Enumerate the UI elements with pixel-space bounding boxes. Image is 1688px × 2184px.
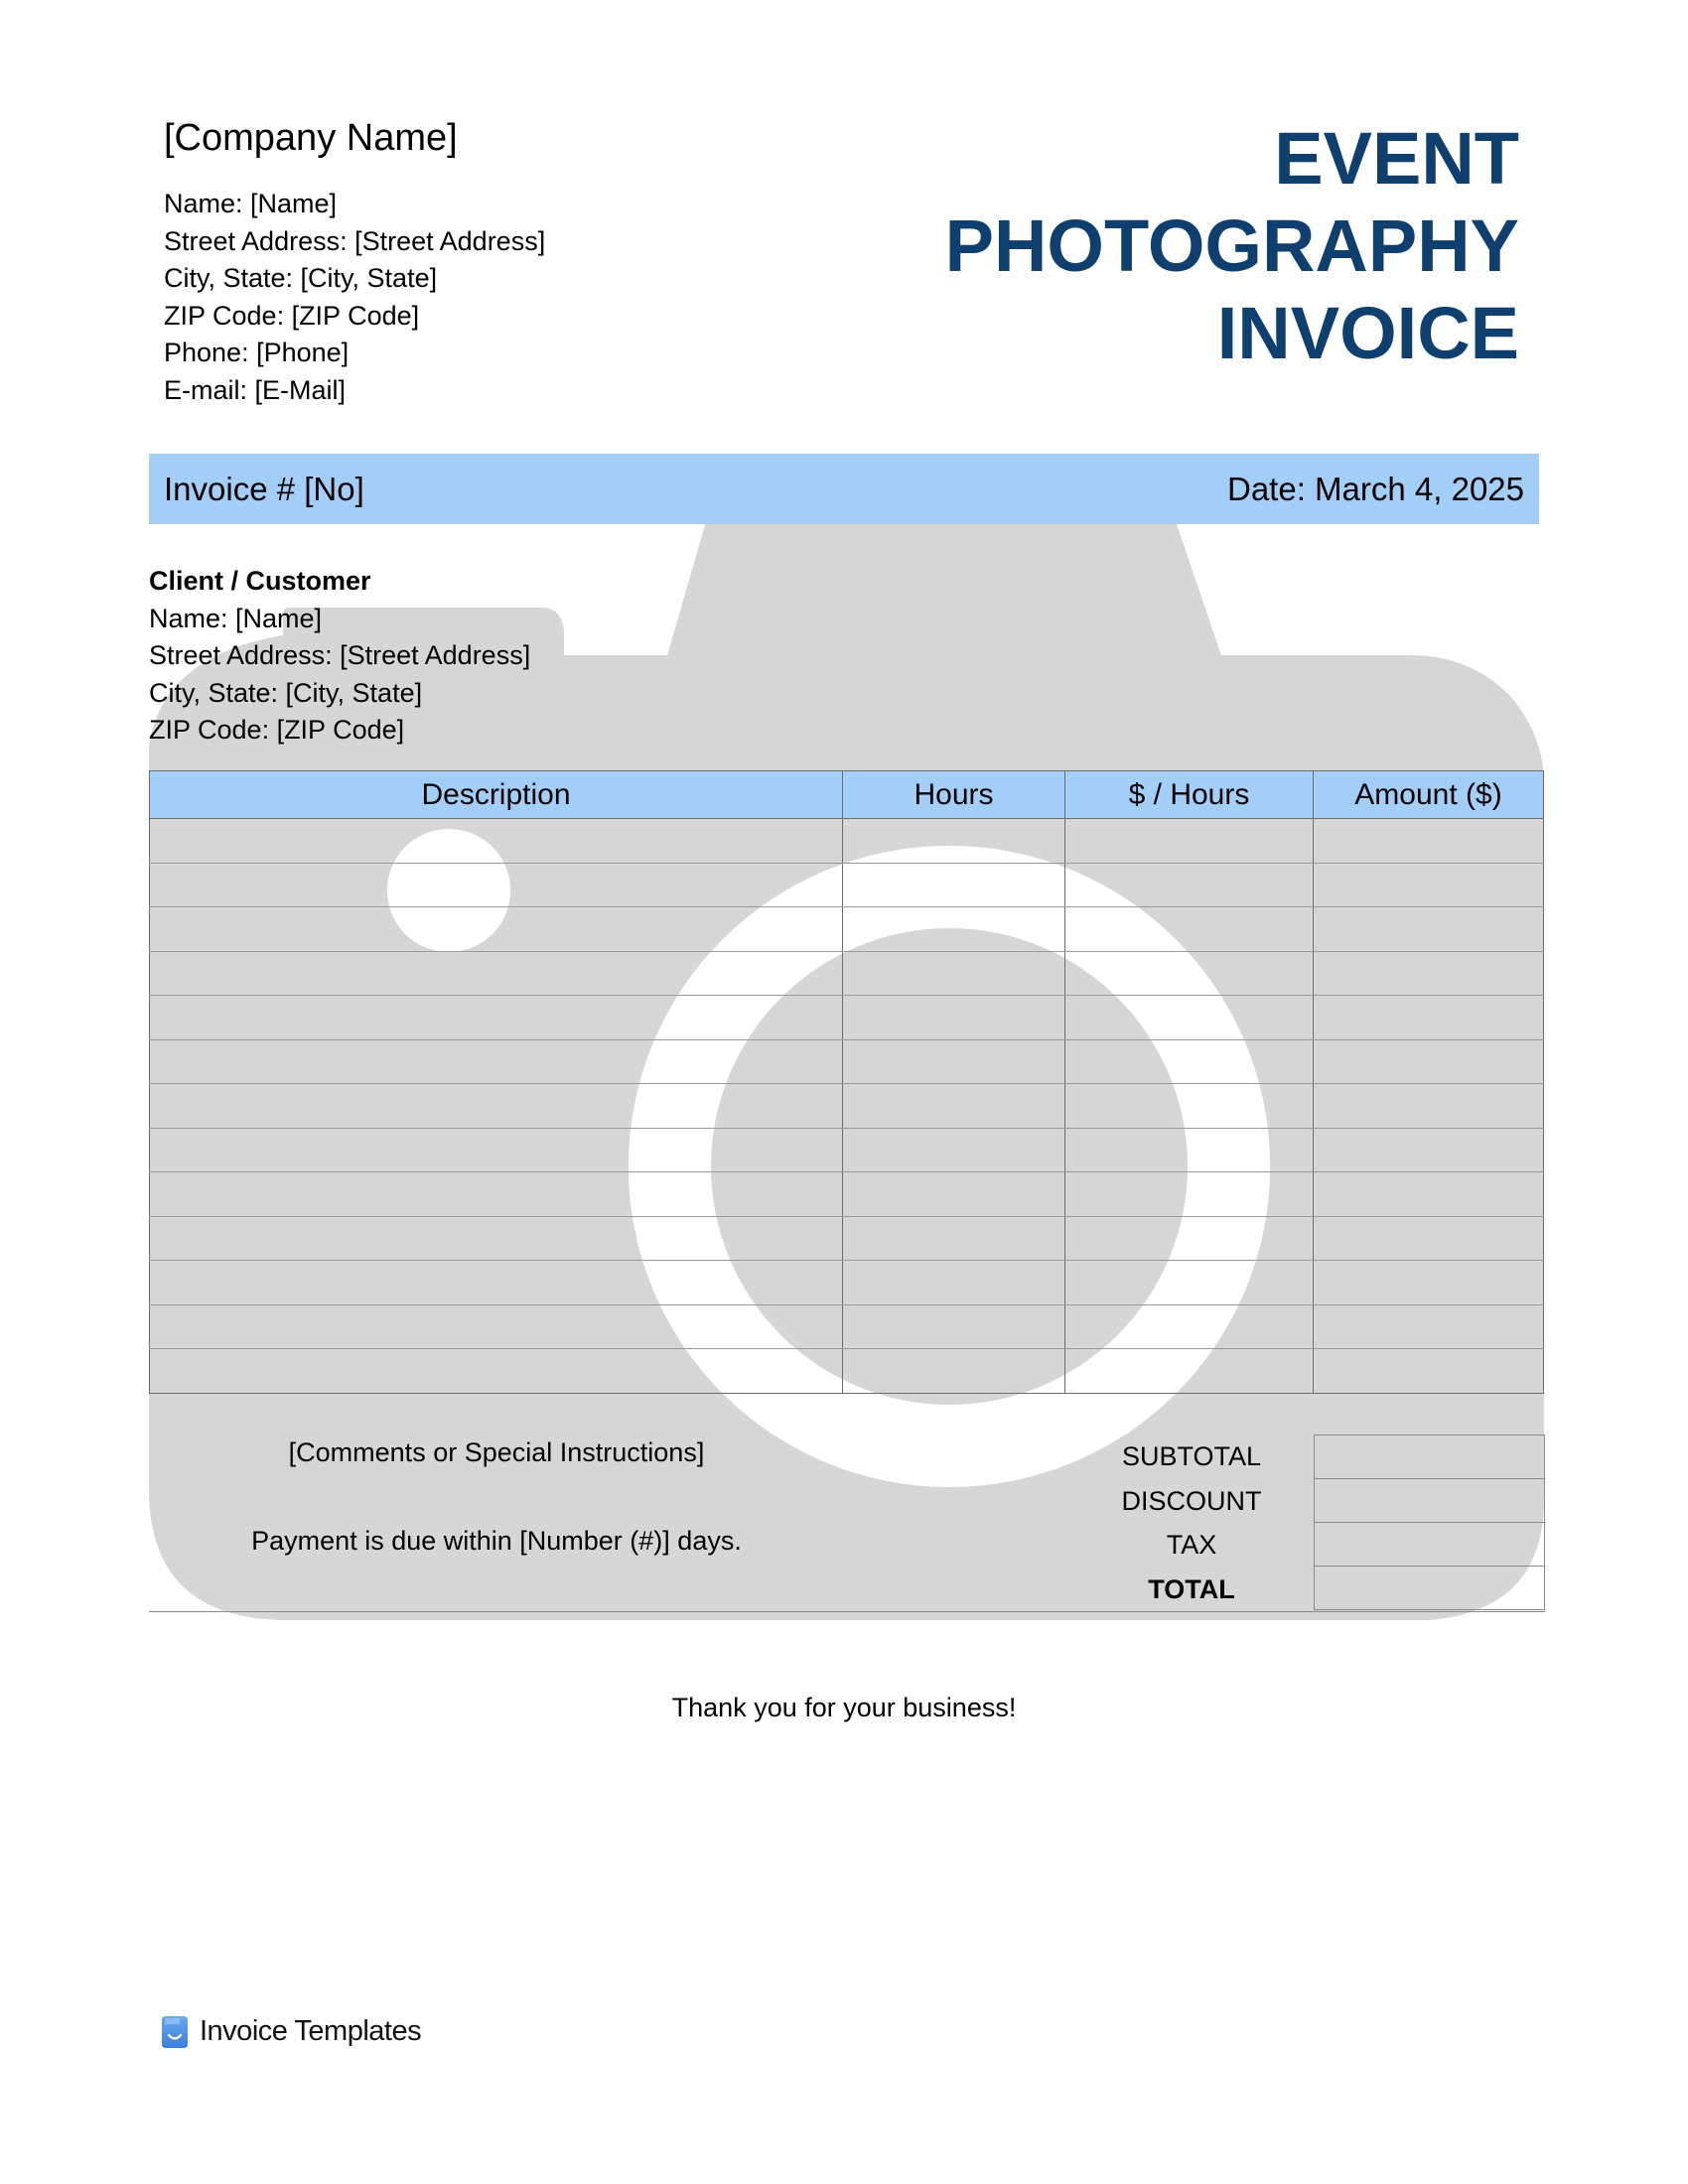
table-row bbox=[150, 1084, 1544, 1129]
client-details bbox=[149, 563, 530, 750]
tax-label: TAX bbox=[1166, 1530, 1217, 1560]
total-value-box bbox=[1314, 1566, 1545, 1610]
cell-rate[interactable] bbox=[1065, 996, 1314, 1040]
column-header-hours: Hours bbox=[843, 771, 1065, 819]
cell-description[interactable] bbox=[150, 996, 843, 1040]
cell-hours[interactable] bbox=[843, 1039, 1065, 1084]
totals-labels bbox=[1062, 1434, 1321, 1611]
cell-hours[interactable] bbox=[843, 1349, 1065, 1394]
cell-hours[interactable] bbox=[843, 907, 1065, 952]
cell-rate[interactable] bbox=[1065, 863, 1314, 907]
cell-amount[interactable] bbox=[1314, 1084, 1544, 1129]
brand-logo bbox=[162, 2015, 421, 2048]
table-header-row bbox=[150, 771, 1544, 819]
cell-description[interactable] bbox=[150, 1084, 843, 1129]
invoice-date: Date: March 4, 2025 bbox=[1227, 470, 1524, 507]
sender-name: Name: [Name] bbox=[164, 189, 338, 218]
cell-hours[interactable] bbox=[843, 1084, 1065, 1129]
client-zip-code: ZIP Code: [ZIP Code] bbox=[149, 715, 405, 745]
cell-rate[interactable] bbox=[1065, 1349, 1314, 1394]
table-row bbox=[150, 1128, 1544, 1172]
subtotal-value-box bbox=[1314, 1434, 1545, 1478]
sender-zip-code: ZIP Code: [ZIP Code] bbox=[164, 300, 420, 331]
cell-description[interactable] bbox=[150, 1039, 843, 1084]
line-items-body bbox=[150, 819, 1544, 1394]
table-row bbox=[150, 1216, 1544, 1261]
cell-rate[interactable] bbox=[1065, 819, 1314, 864]
totals-value-boxes bbox=[1314, 1434, 1545, 1610]
table-row bbox=[150, 1304, 1544, 1349]
cell-rate[interactable] bbox=[1065, 1128, 1314, 1172]
table-row bbox=[150, 819, 1544, 864]
cell-amount[interactable] bbox=[1314, 1261, 1544, 1305]
table-row bbox=[150, 863, 1544, 907]
title-line-1: EVENT bbox=[1274, 117, 1519, 200]
cell-rate[interactable] bbox=[1065, 1039, 1314, 1084]
company-name: [Company Name] bbox=[164, 117, 458, 159]
column-header-amount: Amount ($) bbox=[1314, 771, 1544, 819]
cell-hours[interactable] bbox=[843, 1216, 1065, 1261]
cell-amount[interactable] bbox=[1314, 1172, 1544, 1217]
cell-description[interactable] bbox=[150, 951, 843, 996]
sender-city-state: City, State: [City, State] bbox=[164, 263, 438, 293]
cell-rate[interactable] bbox=[1065, 1261, 1314, 1305]
cell-description[interactable] bbox=[150, 1128, 843, 1172]
cell-hours[interactable] bbox=[843, 1172, 1065, 1217]
total-label: TOTAL bbox=[1148, 1573, 1235, 1604]
cell-description[interactable] bbox=[150, 907, 843, 952]
tax-value-box bbox=[1314, 1522, 1545, 1566]
client-name: Name: [Name] bbox=[149, 603, 323, 633]
cell-hours[interactable] bbox=[843, 1261, 1065, 1305]
cell-rate[interactable] bbox=[1065, 1216, 1314, 1261]
sender-street-address: Street Address: [Street Address] bbox=[164, 225, 546, 256]
cell-rate[interactable] bbox=[1065, 1304, 1314, 1349]
cell-description[interactable] bbox=[150, 1172, 843, 1217]
table-row bbox=[150, 1039, 1544, 1084]
comments-text: [Comments or Special Instructions] bbox=[288, 1437, 705, 1467]
cell-amount[interactable] bbox=[1314, 1304, 1544, 1349]
column-header-description: Description bbox=[150, 771, 843, 819]
cell-hours[interactable] bbox=[843, 863, 1065, 907]
sender-phone: Phone: [Phone] bbox=[164, 338, 350, 367]
cell-amount[interactable] bbox=[1314, 1216, 1544, 1261]
column-header-rate: $ / Hours bbox=[1065, 771, 1314, 819]
subtotal-label: SUBTOTAL bbox=[1121, 1441, 1262, 1471]
table-row bbox=[150, 907, 1544, 952]
cell-description[interactable] bbox=[150, 819, 843, 864]
line-items-table bbox=[149, 770, 1544, 1394]
invoice-templates-logo-icon bbox=[162, 2016, 188, 2048]
table-row bbox=[150, 951, 1544, 996]
cell-amount[interactable] bbox=[1314, 1039, 1544, 1084]
brand-name: Invoice Templates bbox=[200, 2015, 422, 2047]
cell-description[interactable] bbox=[150, 1349, 843, 1394]
invoice-info-bar bbox=[149, 454, 1539, 524]
cell-amount[interactable] bbox=[1314, 863, 1544, 907]
cell-amount[interactable] bbox=[1314, 1349, 1544, 1394]
cell-rate[interactable] bbox=[1065, 907, 1314, 952]
thank-you-message: Thank you for your business! bbox=[671, 1693, 1017, 1722]
cell-description[interactable] bbox=[150, 1216, 843, 1261]
totals-divider bbox=[149, 1611, 1545, 1612]
table-row bbox=[150, 1349, 1544, 1394]
client-heading: Client / Customer bbox=[149, 566, 371, 596]
client-city-state: City, State: [City, State] bbox=[149, 677, 423, 708]
table-row bbox=[150, 1261, 1544, 1305]
cell-hours[interactable] bbox=[843, 819, 1065, 864]
cell-hours[interactable] bbox=[843, 951, 1065, 996]
discount-label: DISCOUNT bbox=[1121, 1485, 1262, 1516]
cell-amount[interactable] bbox=[1314, 819, 1544, 864]
invoice-title bbox=[945, 115, 1519, 377]
client-street-address: Street Address: [Street Address] bbox=[149, 640, 531, 670]
discount-value-box bbox=[1314, 1478, 1545, 1522]
payment-terms-text: Payment is due within [Number (#)] days. bbox=[251, 1526, 742, 1556]
cell-hours[interactable] bbox=[843, 1128, 1065, 1172]
cell-rate[interactable] bbox=[1065, 1084, 1314, 1129]
cell-description[interactable] bbox=[150, 863, 843, 907]
cell-rate[interactable] bbox=[1065, 951, 1314, 996]
cell-amount[interactable] bbox=[1314, 951, 1544, 996]
sender-email: E-mail: [E-Mail] bbox=[164, 374, 347, 405]
cell-hours[interactable] bbox=[843, 1304, 1065, 1349]
cell-amount[interactable] bbox=[1314, 907, 1544, 952]
cell-rate[interactable] bbox=[1065, 1172, 1314, 1217]
table-row bbox=[150, 996, 1544, 1040]
invoice-number: Invoice # [No] bbox=[164, 470, 364, 507]
title-line-3: INVOICE bbox=[1216, 292, 1519, 374]
cell-description[interactable] bbox=[150, 1261, 843, 1305]
cell-description[interactable] bbox=[150, 1304, 843, 1349]
table-row bbox=[150, 1172, 1544, 1217]
cell-amount[interactable] bbox=[1314, 1128, 1544, 1172]
cell-amount[interactable] bbox=[1314, 996, 1544, 1040]
sender-details bbox=[164, 186, 545, 409]
title-line-2: PHOTOGRAPHY bbox=[944, 205, 1519, 287]
cell-hours[interactable] bbox=[843, 996, 1065, 1040]
